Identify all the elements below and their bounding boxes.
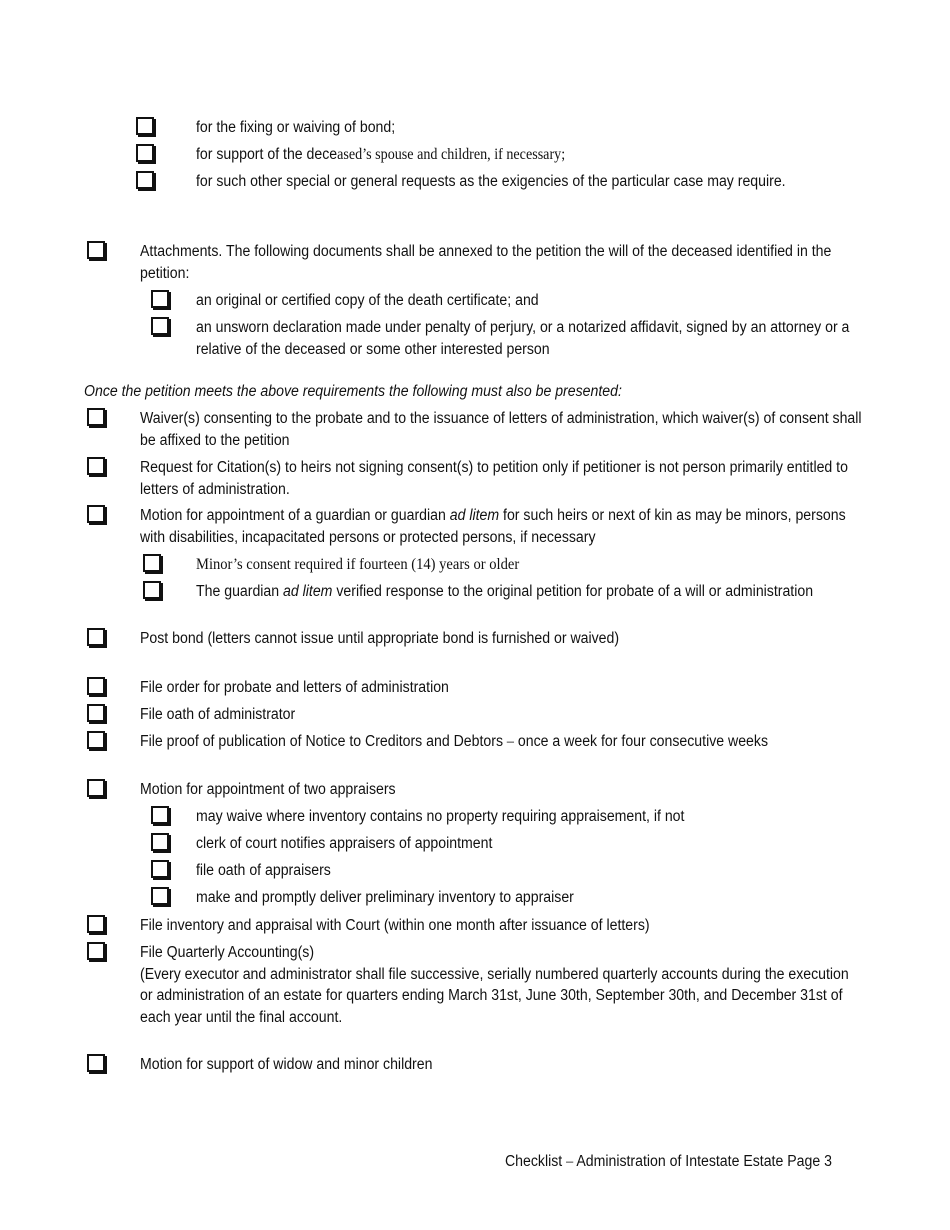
list-item: an original or certified copy of the death certificate; and (196, 292, 539, 309)
list-item: File oath of administrator (140, 706, 296, 723)
list-item: Motion for appointment of two appraisers (140, 781, 396, 798)
checkbox[interactable] (151, 806, 169, 824)
list-item: an unsworn declaration made under penalty of perjury, or a notarized affidavit, signed by an attorney or a relative of the deceased or some other interested person (196, 319, 850, 358)
checkbox[interactable] (151, 290, 169, 308)
section-heading: Once the petition meets the above requirements the following must also be presented: (84, 383, 622, 400)
quarterly-title: File Quarterly Accounting(s) (140, 944, 315, 961)
list-item: may waive where inventory contains no property requiring appraisement, if not (196, 808, 685, 825)
checkbox[interactable] (143, 554, 161, 572)
checkbox[interactable] (87, 241, 105, 259)
quarterly-note: (Every executor and administrator shall file successive, serially numbered quarterly accounts during the execution or administration of an estate for quarters ending March 31st, June 30th, September 30th, and December 31st of each year until the final account. (140, 965, 849, 1026)
list-item: Motion for support of widow and minor children (140, 1056, 433, 1073)
list-item: Request for Citation(s) to heirs not signing consent(s) to petition only if petitioner is not person primarily entitled to letters of administration. (140, 459, 848, 498)
attachments-item: Attachments. The following documents shall be annexed to the petition the will of the deceased identified in the petition: (140, 243, 832, 282)
list-item: File proof of publication of Notice to Creditors and Debtors – once a week for four consecutive weeks (140, 733, 769, 750)
checkbox[interactable] (136, 144, 154, 162)
checkbox[interactable] (136, 171, 154, 189)
checkbox[interactable] (87, 942, 105, 960)
checkbox[interactable] (87, 408, 105, 426)
checkbox[interactable] (87, 779, 105, 797)
list-item: Minor’s consent required if fourteen (14) years or older (196, 556, 520, 573)
checkbox[interactable] (87, 1054, 105, 1072)
checkbox[interactable] (136, 117, 154, 135)
checkbox[interactable] (87, 915, 105, 933)
list-item: make and promptly deliver preliminary inventory to appraiser (196, 889, 574, 906)
checkbox[interactable] (87, 457, 105, 475)
list-item: Post bond (letters cannot issue until appropriate bond is furnished or waived) (140, 630, 620, 647)
list-item: File inventory and appraisal with Court (within one month after issuance of letters) (140, 917, 650, 934)
list-item: Waiver(s) consenting to the probate and to the issuance of letters of administration, which waiver(s) of consent shall be affixed to the petition (140, 410, 862, 449)
checkbox[interactable] (87, 677, 105, 695)
list-item: for the fixing or waiving of bond; (196, 119, 396, 136)
checkbox[interactable] (151, 317, 169, 335)
list-item: file oath of appraisers (196, 862, 331, 879)
list-item: File order for probate and letters of administration (140, 679, 449, 696)
checkbox[interactable] (87, 704, 105, 722)
checkbox[interactable] (87, 505, 105, 523)
checkbox[interactable] (151, 833, 169, 851)
page-footer: Checklist – Administration of Intestate Estate Page 3 (505, 1153, 832, 1170)
list-item: for such other special or general requests as the exigencies of the particular case may require. (196, 173, 786, 190)
list-item: The guardian ad litem verified response to the original petition for probate of a will or administration (196, 583, 814, 600)
checkbox[interactable] (87, 628, 105, 646)
list-item: clerk of court notifies appraisers of appointment (196, 835, 493, 852)
list-item (140, 942, 863, 1028)
checkbox[interactable] (143, 581, 161, 599)
list-item: for support of the deceased’s spouse and children, if necessary; (196, 146, 566, 163)
checkbox[interactable] (151, 860, 169, 878)
checkbox[interactable] (87, 731, 105, 749)
checkbox[interactable] (151, 887, 169, 905)
list-item: Motion for appointment of a guardian or guardian ad litem for such heirs or next of kin as may be minors, persons with disabilities, incapacitated persons or protected persons, if necessary (140, 507, 846, 546)
